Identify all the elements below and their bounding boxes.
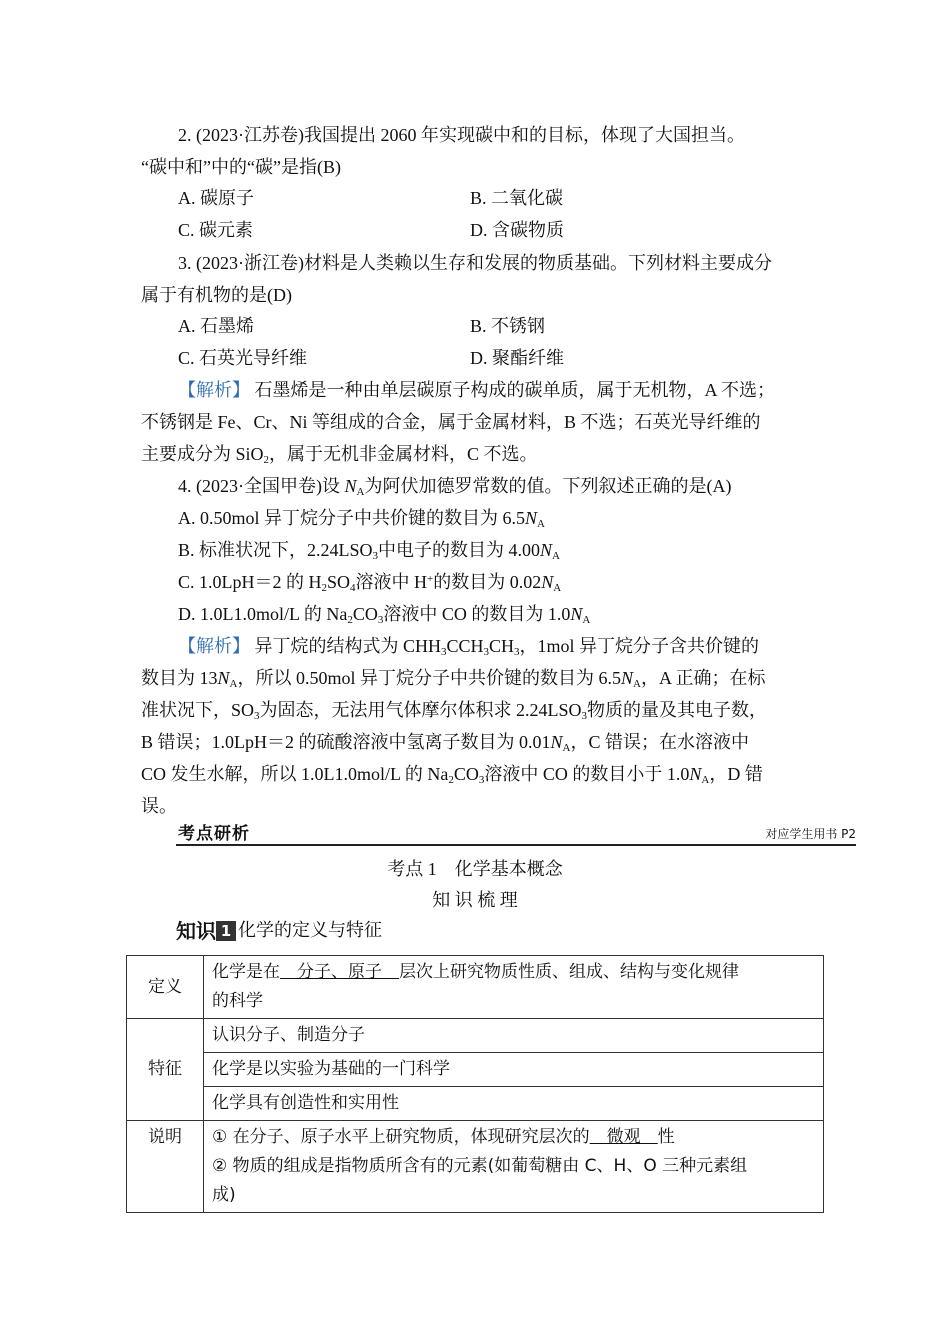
q2-option-c: C. 碳元素 [178, 220, 254, 240]
row-header-features: 特征 [127, 1019, 204, 1121]
fill-blank: 微观 [589, 1127, 658, 1147]
table-row [127, 1019, 824, 1053]
section-header [176, 824, 856, 846]
table-row [127, 1087, 824, 1121]
q3-explanation-line3: 主要成分为 SiO$_2$，属于无机非金属材料，C 不选。 [141, 444, 538, 466]
q4-explanation-line5: CO 发生水解，所以 1.0L1.0mol/L 的 $Na_2CO_3$溶液中 CO 的数目小于 $1.0N_A$，D 错 [141, 764, 763, 786]
q3-explanation-line1: 【解析】 石墨烯是一种由单层碳原子构成的碳单质，属于无机物，A 不选； [178, 380, 776, 400]
notes-cell: ① 在分子、原子水平上研究物质，体现研究层次的 微观 性 ② 物质的组成是指物质所含有的元素(如葡萄糖由 C、H、O 三种元素组 成) [204, 1121, 824, 1213]
knowledge-number-badge: 1 [216, 921, 236, 941]
section-title: 考点研析 [178, 824, 250, 844]
q2-option-d: D. 含碳物质 [470, 220, 564, 240]
section-page-ref: 对应学生用书 P2 [765, 827, 856, 841]
section-divider [176, 844, 856, 846]
row-header-definition: 定义 [127, 956, 204, 1019]
q2-option-a: A. 碳原子 [178, 188, 254, 208]
definition-cell: 化学是在 分子、原子 层次上研究物质性质、组成、结构与变化规律 的科学 [204, 956, 824, 1019]
q4-line1: 4. (2023·全国甲卷)设 $N_A$为阿伏加德罗常数的值。下列叙述正确的是(A) [178, 476, 732, 498]
fill-blank: 分子、原子 [280, 962, 399, 982]
q4-option-c: C. 1.0LpH＝2 的 $H_2SO_4$溶液中 H+的数目为 $0.02N_A$ [178, 572, 562, 594]
table-row [127, 1053, 824, 1087]
q4-option-d: D. 1.0L1.0mol/L 的 $Na_2CO_3$溶液中 CO 的数目为 $1.0N_A$ [178, 604, 591, 626]
q2-line1: 2. (2023·江苏卷)我国提出 2060 年实现碳中和的目标，体现了大国担当。 [178, 125, 745, 145]
q2-option-b: B. 二氧化碳 [470, 188, 564, 208]
q3-option-b: B. 不锈钢 [470, 316, 546, 336]
q4-option-a: A. 0.50mol 异丁烷分子中共价键的数目为 $6.5N_A$ [178, 508, 545, 530]
knowledge-title: 化学的定义与特征 [238, 920, 382, 941]
knowledge-heading [176, 918, 382, 944]
q4-option-b: B. 标准状况下，$2.24LSO_3$中电子的数目为 $4.00N_A$ [178, 540, 560, 562]
zhishi-heading: 知 识 梳 理 [432, 890, 518, 910]
q4-explanation-line1: 【解析】 异丁烷的结构式为 $CHH_3CCH_3CH_3$，1mol 异丁烷分子含共价键的 [178, 636, 760, 658]
table-row [127, 1121, 824, 1213]
knowledge-label: 知识 [176, 919, 216, 943]
explanation-tag: 【解析】 [178, 636, 250, 656]
row-header-notes: 说明 [127, 1121, 204, 1213]
q3-line2: 属于有机物的是(D) [141, 285, 292, 305]
q4-explanation-line4: B 错误；1.0LpH＝2 的硫酸溶液中氢离子数目为 $0.01N_A$，C 错误；在水溶液中 [141, 732, 749, 754]
feature-cell: 化学具有创造性和实用性 [204, 1087, 824, 1121]
q4-explanation-line3: 准状况下，$SO_3$为固态，无法用气体摩尔体积求 $2.24LSO_3$物质的量及其电子数， [141, 700, 768, 722]
table-row [127, 956, 824, 1019]
feature-cell: 认识分子、制造分子 [204, 1019, 824, 1053]
q3-option-d: D. 聚酯纤维 [470, 348, 564, 368]
explanation-tag: 【解析】 [178, 380, 250, 400]
q4-explanation-line6: 误。 [141, 796, 177, 816]
q3-option-c: C. 石英光导纤维 [178, 348, 308, 368]
kaodian-heading: 考点 1 化学基本概念 [387, 859, 563, 879]
q3-explanation-line2: 不锈钢是 Fe、Cr、Ni 等组成的合金，属于金属材料，B 不选；石英光导纤维的 [141, 412, 761, 432]
q2-line2: “碳中和”中的“碳”是指(B) [141, 157, 341, 177]
feature-cell: 化学是以实验为基础的一门科学 [204, 1053, 824, 1087]
knowledge-table [126, 955, 824, 1213]
q3-line1: 3. (2023·浙江卷)材料是人类赖以生存和发展的物质基础。下列材料主要成分 [178, 253, 772, 273]
q4-explanation-line2: 数目为 $13N_A$，所以 0.50mol 异丁烷分子中共价键的数目为 $6.5N_A$，A 正确；在标 [141, 668, 766, 690]
q3-option-a: A. 石墨烯 [178, 316, 254, 336]
